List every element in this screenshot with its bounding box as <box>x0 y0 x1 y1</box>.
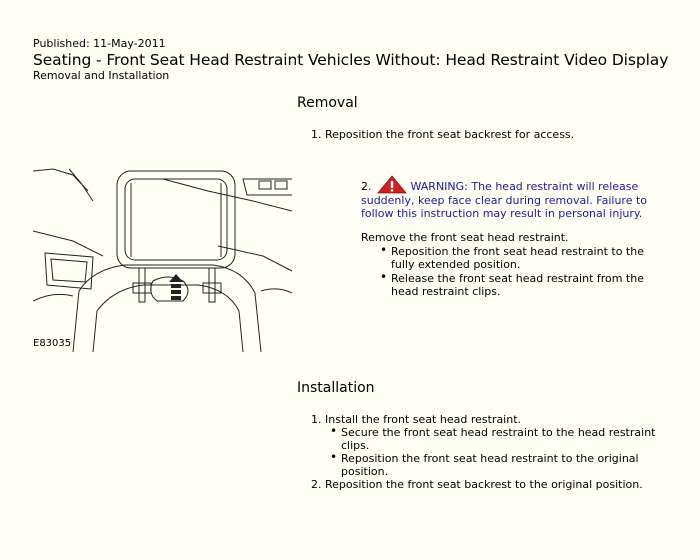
page-subtitle: Removal and Installation <box>33 69 170 82</box>
warning-block <box>361 175 661 220</box>
step-text: Reposition the front seat backrest to the original position. <box>325 478 643 491</box>
head-restraint-illustration <box>33 161 292 352</box>
removal-heading: Removal <box>297 95 358 111</box>
removal-bullets <box>375 245 666 298</box>
figure-label: E83035 <box>33 338 72 349</box>
installation-bullets <box>325 426 681 478</box>
warning-text: WARNING: The head restraint will release suddenly, keep face clear during removal. Failure to follow this instruction may result in personal injury. <box>361 180 648 220</box>
installation-step-1 <box>311 413 681 478</box>
warning-triangle-icon <box>377 175 407 194</box>
step-number: 1. <box>311 128 322 141</box>
step-text: Install the front seat head restraint. <box>325 413 522 426</box>
list-item: • Reposition the front seat head restraint to the original position. <box>325 452 681 478</box>
step-number: 2. <box>311 478 322 491</box>
removal-step-2-body <box>361 231 666 298</box>
step-intro: Remove the front seat head restraint. <box>361 231 569 244</box>
list-item: • Reposition the front seat head restraint to the fully extended position. <box>375 245 666 271</box>
list-item: • Release the front seat head restraint from the head restraint clips. <box>375 272 666 298</box>
page-title: Seating - Front Seat Head Restraint Vehicles Without: Head Restraint Video Display <box>33 51 669 69</box>
installation-step-2 <box>311 478 643 491</box>
step-number: 1. <box>311 413 322 426</box>
installation-heading: Installation <box>297 380 375 396</box>
list-item: • Secure the front seat head restraint to the head restraint clips. <box>325 426 681 452</box>
step-text: Reposition the front seat backrest for access. <box>325 128 575 141</box>
removal-step-1 <box>311 128 574 141</box>
published-date: Published: 11-May-2011 <box>33 37 166 50</box>
step-number: 2. <box>361 180 372 193</box>
